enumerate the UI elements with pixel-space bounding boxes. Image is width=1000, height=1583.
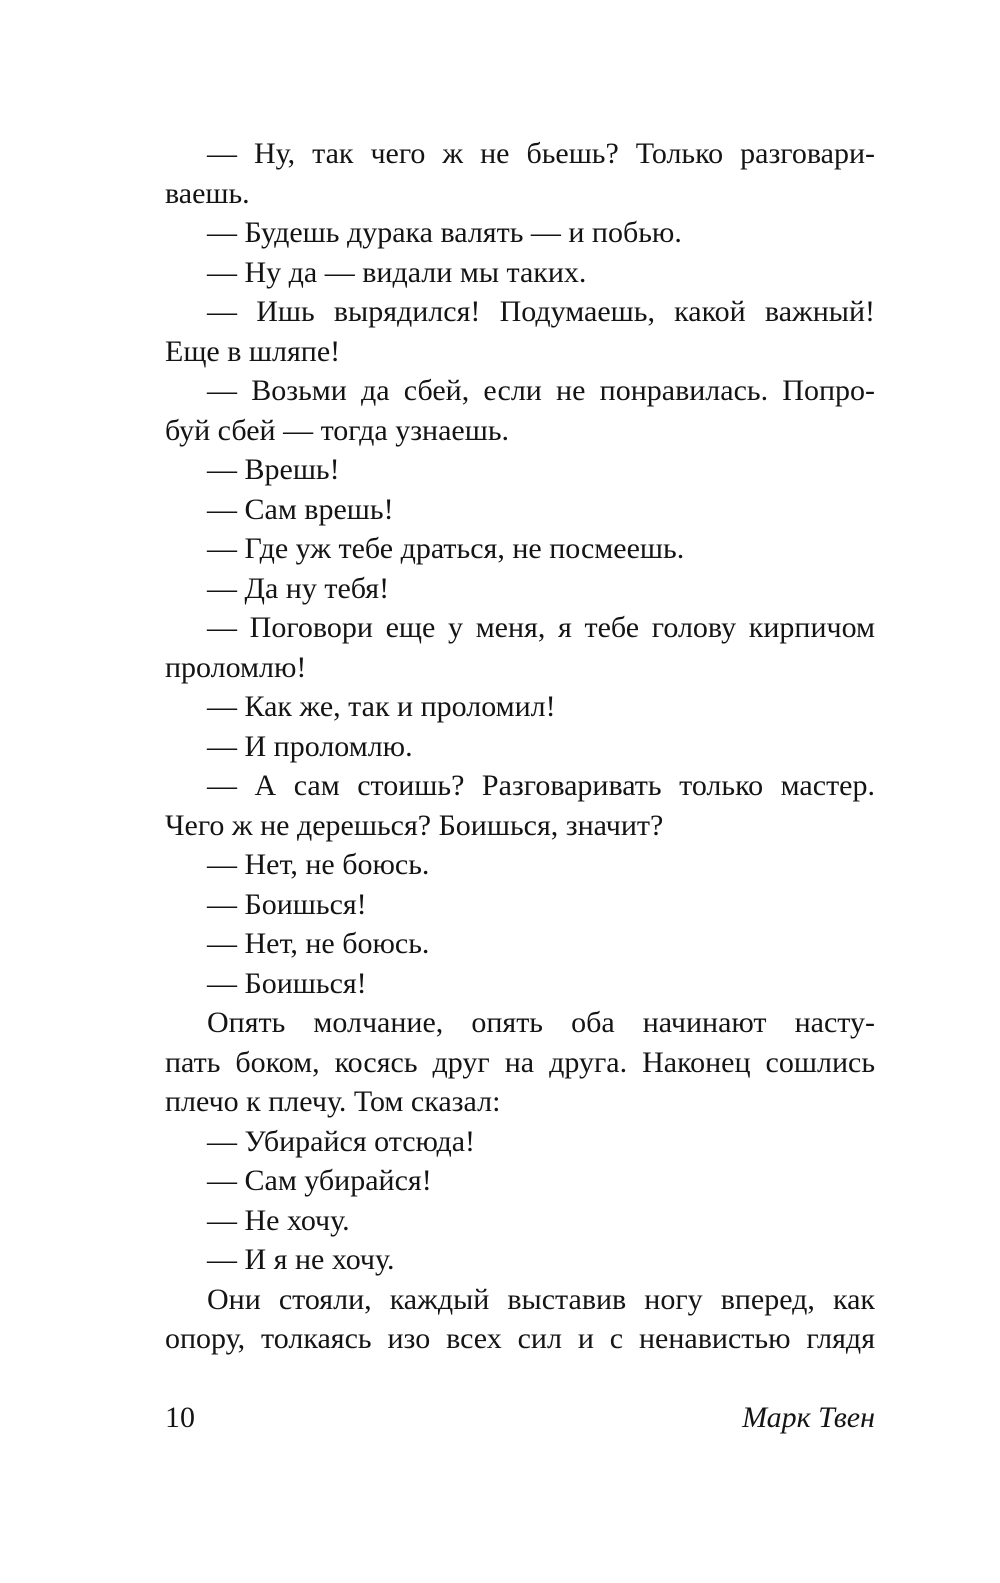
- text-line: ваешь.: [165, 176, 250, 210]
- text-line: — И я не хочу.: [207, 1243, 395, 1276]
- text-line: — Сам врешь!: [207, 492, 394, 526]
- text-line: пать боком, косясь друг на друга. Наконец сошлись: [165, 1045, 875, 1079]
- text-line: — Боишься!: [207, 966, 367, 1000]
- text-line: — Нет, не боюсь.: [207, 927, 430, 960]
- text-line: — Будешь дурака валять — и побью.: [207, 216, 682, 249]
- text-line: — Не хочу.: [207, 1203, 350, 1237]
- text-line: — И проломлю.: [207, 729, 413, 763]
- text-line: — Где уж тебе драться, не посмеешь.: [207, 532, 685, 565]
- text-line: — Возьми да сбей, если не понравилась. Попро-: [207, 374, 875, 407]
- text-line: опору, толкаясь изо всех сил и с ненавистью глядя: [165, 1322, 875, 1355]
- text-line: Еще в шляпе!: [165, 334, 341, 368]
- text-line: — А сам стоишь? Разговаривать только мастер.: [207, 769, 875, 802]
- text-line: плечо к плечу. Том сказал:: [165, 1085, 501, 1118]
- text-line: — Сам убирайся!: [207, 1164, 432, 1197]
- text-line: — Ну да — видали мы таких.: [207, 255, 587, 289]
- text-line: — Поговори еще у меня, я тебе голову кирпичом: [207, 611, 875, 644]
- text-line: — Ишь вырядился! Подумаешь, какой важный!: [207, 295, 875, 328]
- text-line: проломлю!: [165, 650, 307, 684]
- running-footer-author: Марк Твен: [742, 1401, 875, 1434]
- page-footer: [165, 1398, 875, 1438]
- text-line: Опять молчание, опять оба начинают насту-: [207, 1006, 875, 1039]
- text-line: Они стояли, каждый выставив ногу вперед, как: [207, 1282, 875, 1316]
- text-line: Чего ж не дерешься? Боишься, значит?: [165, 808, 664, 842]
- text-line: — Да ну тебя!: [207, 571, 390, 605]
- text-line: — Ну, так чего ж не бьешь? Только разговари-: [207, 137, 875, 170]
- text-line: — Врешь!: [207, 453, 340, 486]
- text-line: буй сбей — тогда узнаешь.: [165, 413, 510, 447]
- text-line: — Нет, не боюсь.: [207, 848, 430, 881]
- text-line: — Боишься!: [207, 887, 367, 921]
- page-number: 10: [165, 1401, 195, 1434]
- text-line: — Убирайся отсюда!: [207, 1124, 476, 1158]
- text-line: — Как же, так и проломил!: [207, 690, 556, 723]
